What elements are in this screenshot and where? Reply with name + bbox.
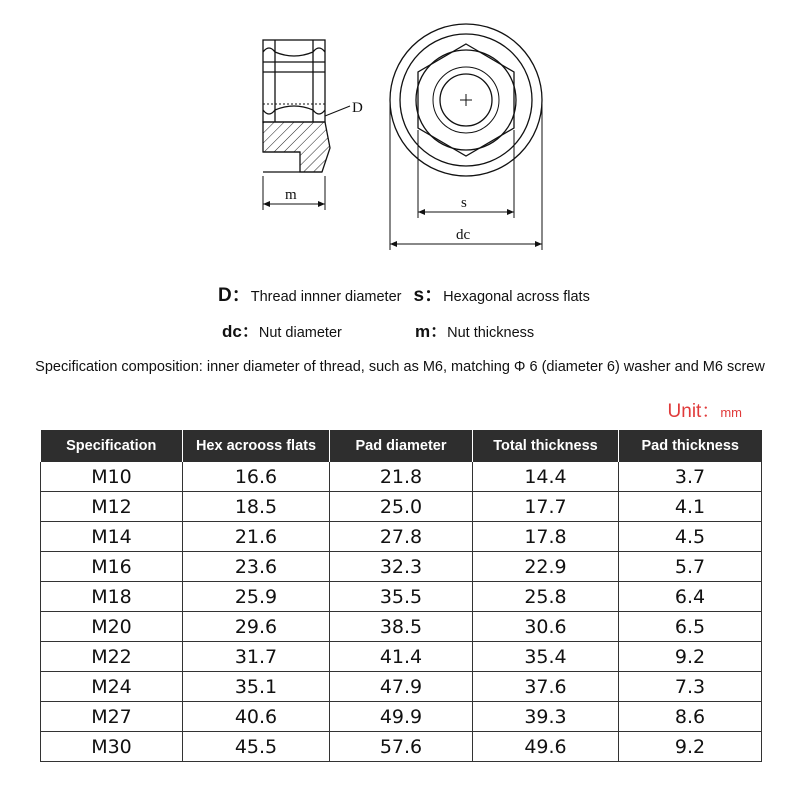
legend-row-2 — [222, 317, 342, 342]
table-cell: M22 — [41, 642, 183, 672]
table-cell: 45.5 — [183, 732, 330, 762]
table-cell: 6.4 — [619, 582, 762, 612]
legend-separator: ： — [430, 322, 448, 341]
legend-text-dc: Nut diameter — [258, 325, 342, 341]
table-cell: 49.6 — [473, 732, 619, 762]
table-cell: 4.5 — [619, 522, 762, 552]
unit-value: mm — [720, 405, 742, 420]
table-cell: 31.7 — [183, 642, 330, 672]
table-row — [41, 492, 762, 522]
table-cell: M20 — [41, 612, 183, 642]
side-view — [263, 40, 350, 210]
legend-row-1 — [218, 280, 590, 307]
header-total-thickness: Total thickness — [473, 430, 619, 462]
legend-symbol-m: m — [415, 322, 431, 341]
table-cell: 3.7 — [619, 462, 762, 492]
table-cell: M16 — [41, 552, 183, 582]
table-cell: 14.4 — [473, 462, 619, 492]
table-cell: 35.1 — [183, 672, 330, 702]
table-cell: 47.9 — [330, 672, 473, 702]
table-cell: 9.2 — [619, 732, 762, 762]
legend-symbol-D: D — [218, 285, 232, 306]
header-hex-across-flats: Hex acrooss flats — [183, 430, 330, 462]
legend-separator: ： — [241, 322, 259, 341]
table-cell: 25.0 — [330, 492, 473, 522]
table-cell: 8.6 — [619, 702, 762, 732]
table-row — [41, 732, 762, 762]
table-cell: 35.4 — [473, 642, 619, 672]
unit-label-text: Unit： — [667, 401, 721, 422]
table-row — [41, 462, 762, 492]
table-cell: M24 — [41, 672, 183, 702]
table-cell: 40.6 — [183, 702, 330, 732]
table-cell: 30.6 — [473, 612, 619, 642]
legend-separator: ： — [231, 285, 251, 306]
table-cell: 25.9 — [183, 582, 330, 612]
table-cell: 49.9 — [330, 702, 473, 732]
legend-text-s: Hexagonal across flats — [443, 289, 590, 305]
table-cell: 22.9 — [473, 552, 619, 582]
table-row — [41, 642, 762, 672]
table-cell: 35.5 — [330, 582, 473, 612]
table-row — [41, 702, 762, 732]
table-cell: 32.3 — [330, 552, 473, 582]
table-row — [41, 582, 762, 612]
table-cell: 5.7 — [619, 552, 762, 582]
table-cell: 37.6 — [473, 672, 619, 702]
table-cell: 6.5 — [619, 612, 762, 642]
header-pad-diameter: Pad diameter — [330, 430, 473, 462]
label-D: D — [352, 100, 363, 116]
header-specification: Specification — [41, 430, 183, 462]
table-cell: 16.6 — [183, 462, 330, 492]
table-cell: 38.5 — [330, 612, 473, 642]
table-row — [41, 552, 762, 582]
table-cell: 27.8 — [330, 522, 473, 552]
table-cell: 18.5 — [183, 492, 330, 522]
table-cell: 21.6 — [183, 522, 330, 552]
table-row — [41, 522, 762, 552]
table-cell: M27 — [41, 702, 183, 732]
table-cell: M10 — [41, 462, 183, 492]
legend-text-m: Nut thickness — [447, 325, 535, 341]
unit-label — [668, 396, 742, 423]
table-row — [41, 672, 762, 702]
table-cell: 21.8 — [330, 462, 473, 492]
table-cell: M12 — [41, 492, 183, 522]
nut-drawings — [0, 0, 800, 265]
legend-separator: ： — [424, 285, 444, 306]
table-cell: 41.4 — [330, 642, 473, 672]
front-view — [390, 24, 542, 250]
table-cell: 23.6 — [183, 552, 330, 582]
table-cell: 57.6 — [330, 732, 473, 762]
table-cell: 39.3 — [473, 702, 619, 732]
table-cell: 17.8 — [473, 522, 619, 552]
label-dc: dc — [456, 227, 471, 243]
table-cell: 17.7 — [473, 492, 619, 522]
legend-symbol-s: s — [413, 285, 425, 306]
table-cell: 29.6 — [183, 612, 330, 642]
table-cell: M30 — [41, 732, 183, 762]
table-header-row — [41, 430, 762, 462]
table-cell: M14 — [41, 522, 183, 552]
header-pad-thickness: Pad thickness — [619, 430, 762, 462]
table-row — [41, 612, 762, 642]
legend-row-2b — [415, 317, 534, 342]
specification-note: Specification composition: inner diameter of thread, such as M6, matching Φ 6 (diameter 6) washer and M6 screw — [35, 359, 765, 375]
label-s: s — [461, 195, 467, 211]
table-cell: 4.1 — [619, 492, 762, 522]
specification-table — [40, 430, 762, 762]
legend-text-D: Thread innner diameter — [250, 289, 402, 305]
table-cell: 25.8 — [473, 582, 619, 612]
table-cell: M18 — [41, 582, 183, 612]
table-cell: 7.3 — [619, 672, 762, 702]
table-cell: 9.2 — [619, 642, 762, 672]
label-m: m — [285, 187, 297, 203]
legend-symbol-dc: dc — [222, 322, 242, 341]
